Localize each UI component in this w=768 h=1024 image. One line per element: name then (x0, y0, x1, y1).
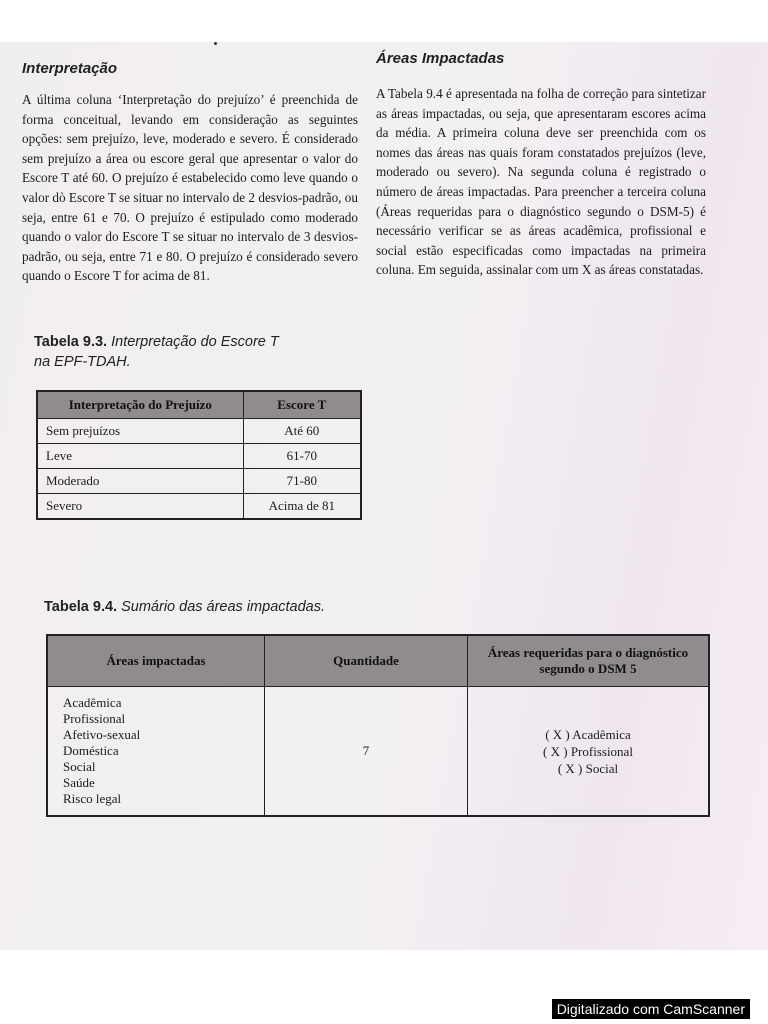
list-item: Social (63, 759, 96, 774)
speck (214, 42, 217, 45)
table-cell: Acima de 81 (243, 494, 361, 520)
table-94-header: Áreas requeridas para o diagnóstico segundo o DSM 5 (468, 635, 710, 687)
paragraph-interpretacao: A última coluna ‘Interpretação do prejuízo’ é preenchida de forma conceitual, levando em consideração as seguintes opções: sem prejuízo, leve, moderado e severo. É considerado sem prejuízo a área ou escore geral que apresentar o valor do Escore T até 60. O prejuízo é estabelecido como leve quando o valor dò Escore T se situar no intervalo de 2 desvios-padrão, ou seja, entre 61 e 70. O prejuízo é estipulado como moderado quando o valor do Escore T se situar no intervalo de 3 desvios-padrão, ou seja, entre 71 e 80. O prejuízo é considerado severo quando o Escore T for acima de 81. (22, 92, 358, 284)
required-areas-cell (468, 687, 710, 817)
list-item: Acadêmica (63, 695, 122, 710)
table-94-header: Quantidade (265, 635, 468, 687)
areas-cell (47, 687, 265, 817)
list-item: Doméstica (63, 743, 119, 758)
table-93-header: Escore T (243, 391, 361, 419)
table-93 (36, 390, 362, 520)
table-94-header: Áreas impactadas (47, 635, 265, 687)
table-cell: Moderado (37, 469, 243, 494)
table-93-caption-title-2: na EPF-TDAH. (34, 354, 131, 370)
list-item: Profissional (63, 711, 126, 726)
table-row (37, 444, 361, 469)
checked-area: ( X ) Profissional (543, 743, 633, 759)
table-93-caption-title-1: Interpretação do Escore T (111, 334, 279, 350)
heading-areas-impactadas: Áreas Impactadas (376, 50, 505, 67)
table-cell: Leve (37, 444, 243, 469)
table-93-header: Interpretação do Prejuízo (37, 391, 243, 419)
areas-list (49, 695, 263, 807)
table-94 (46, 634, 710, 817)
list-item: Saúde (63, 775, 95, 790)
table-row (37, 494, 361, 520)
table-cell: Severo (37, 494, 243, 520)
table-cell: Até 60 (243, 419, 361, 444)
table-93-header-row (37, 391, 361, 419)
checked-area: ( X ) Acadêmica (545, 726, 631, 742)
table-94-caption-title: Sumário das áreas impactadas. (121, 599, 326, 615)
heading-interpretacao: Interpretação (22, 60, 118, 77)
table-93-caption (34, 332, 279, 372)
table-row (47, 687, 709, 817)
camscanner-watermark: Digitalizado com CamScanner (552, 999, 750, 1019)
table-row (37, 469, 361, 494)
paragraph-areas-impactadas: A Tabela 9.4 é apresentada na folha de correção para sintetizar as áreas impactadas, ou seja, que apresentaram escores acima da média. A primeira coluna deve ser preenchida com os nomes das áreas nas quais foram constatados prejuízos (leve, moderado ou severo). Na segunda coluna é registrado o número de áreas impactadas. Para preencher a terceira coluna (Áreas requeridas para o diagnóstico segundo o DSM-5) é necessário verificar se as áreas acadêmica, profissional e social estão especificadas como impactadas na primeira coluna. Em seguida, assinalar com um X as áreas constatadas. (376, 86, 706, 278)
table-93-caption-number: Tabela 9.3. (34, 334, 108, 350)
table-cell: 61-70 (243, 444, 361, 469)
list-item: Afetivo-sexual (63, 727, 141, 742)
list-item: Risco legal (63, 791, 122, 806)
table-94-caption (44, 597, 325, 617)
table-cell: Sem prejuízos (37, 419, 243, 444)
table-row (37, 419, 361, 444)
quantity-cell: 7 (265, 687, 468, 817)
checked-area: ( X ) Social (557, 760, 619, 776)
table-94-caption-number: Tabela 9.4. (44, 599, 118, 615)
table-94-header-row (47, 635, 709, 687)
table-cell: 71-80 (243, 469, 361, 494)
